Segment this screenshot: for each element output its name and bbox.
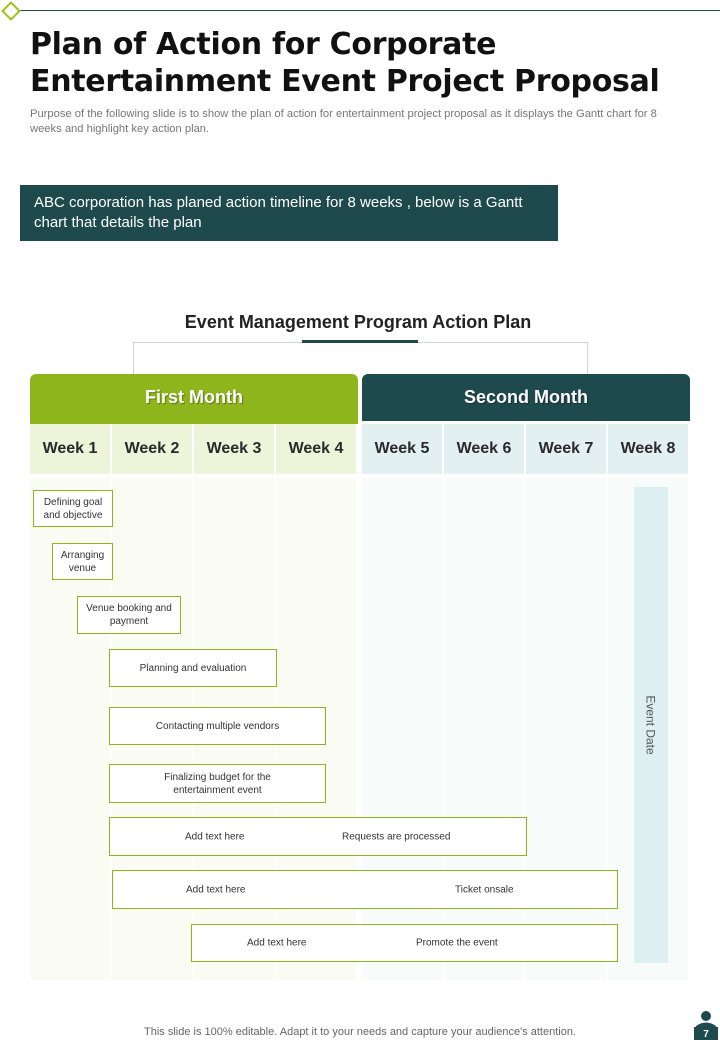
task-label: Add text here [185,831,245,842]
title-bracket [133,342,588,374]
event-date-label: Event Date [644,695,658,755]
task-label: Defining goal and objective [43,496,103,521]
task-label: Arranging venue [60,549,105,574]
task-label: Contacting multiple vendors [155,720,280,732]
task-bar [33,490,113,527]
task-bar [52,543,113,580]
task-label: Finalizing budget for the entertainment event [164,771,271,796]
task-label: Planning and evaluation [139,662,247,674]
page-title: Plan of Action for Corporate Entertainment Event Project Proposal [30,27,660,99]
week-header: Week 7 [526,424,606,474]
footer-note: This slide is 100% editable. Adapt it to your needs and capture your audience's attention. [144,1026,576,1038]
task-detail: Ticket onsale [455,884,514,895]
week-header: Week 2 [112,424,192,474]
chart-title: Event Management Program Action Plan [184,312,532,332]
week-header: Week 8 [608,424,688,474]
task-bar [77,596,181,634]
presenter-icon [692,1010,720,1040]
task-bar [109,764,326,803]
page-number: 7 [703,1029,709,1040]
top-rule [14,10,720,11]
task-detail: Promote the event [416,937,498,949]
task-bar [191,924,618,962]
diamond-icon [1,1,21,21]
task-bar [109,649,277,687]
callout-box: ABC corporation has planed action timeline for 8 weeks , below is a Gantt chart that details the plan [20,185,558,241]
task-label: Add text here [247,937,307,949]
month-header-first: First Month [30,374,358,421]
week-header: Week 6 [444,424,524,474]
week-header: Week 1 [30,424,110,474]
task-bar [112,870,618,909]
purpose-text: Purpose of the following slide is to show the plan of action for entertainment project proposal as it displays the Gantt chart for 8 weeks and highlight key action plan. [30,108,657,135]
task-detail: Requests are processed [342,831,451,842]
task-bar [109,707,326,745]
week-header: Week 3 [194,424,274,474]
task-label: Venue booking and payment [86,603,172,627]
task-label: Add text here [186,884,246,895]
task-bar [109,817,527,856]
week-header: Week 5 [362,424,442,474]
week-header: Week 4 [276,424,356,474]
title-underline [302,340,418,343]
event-date-label-wrap [634,487,668,963]
month-header-second: Second Month [362,374,690,421]
